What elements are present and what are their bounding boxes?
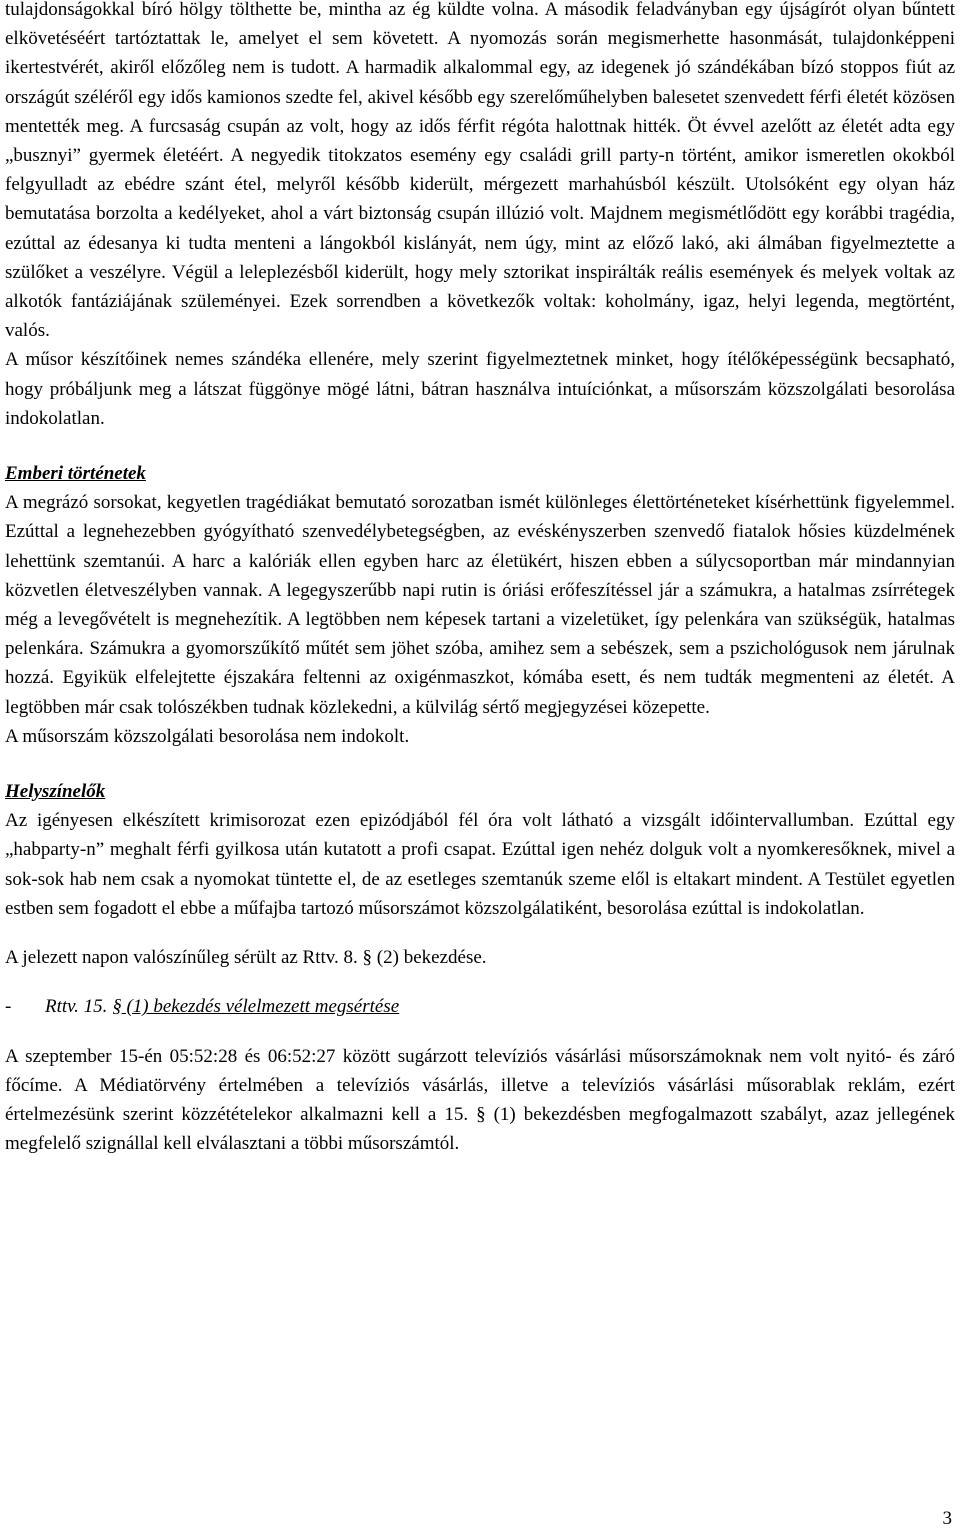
- section-heading-helyszinelok: Helyszínelők: [5, 781, 106, 803]
- paragraph-tv-shopping: A szeptember 15-én 05:52:28 és 06:52:27 között sugárzott televíziós vásárlási műsorszámoknak nem volt nyitó- és záró főcíme. A Médiatörvény értelmében a televíziós vásárlás, illetve a televíziós vásárlási műsorablak reklám, ezért értelmezésünk szerint közzétételekor alkalmazni kell a 15. § (1) bekezdésben megfogalmazott szabályt, azaz jellegének megfelelő szignállal kell elválasztani a többi műsorszámtól.: [5, 1045, 955, 1155]
- bullet-law-reference: Rttv. 15.: [45, 996, 108, 1018]
- bullet-item: [5, 992, 955, 1021]
- paragraph-emberi-verdict: A műsorszám közszolgálati besorolása nem indokolt.: [5, 725, 410, 747]
- paragraph-mystery-verdict: A műsor készítőinek nemes szándéka ellenére, mely szerint figyelmeztetnek minket, hogy ítélőképességünk becsapható, hogy próbáljunk meg a látszat függönye mögé látni, bátran használva intuíciónkat, a műsorszám közszolgálati besorolása indokolatlan.: [5, 349, 955, 429]
- paragraph-emberi-tortenetek: A megrázó sorsokat, kegyetlen tragédiákat bemutató sorozatban ismét különleges élettörténeteket kísérhettünk figyelemmel. Ezúttal a legnehezebben gyógyítható szenvedélybetegségben, az evéskényszerben szenvedő fiatalok hősies küzdelmének lehettünk szemtanúi. A harc a kalóriák ellen egyben harc az életükért, hiszen ebben a súlycsoportban már mindannyian közvetlen életveszélyben vannak. A legegyszerűbb napi rutin is óriási erőfeszítéssel jár a számukra, a hatalmas zsírrétegek még a levegővételt is megnehezítik. A legtöbben nem képesek tartani a vizeletüket, így pelenkára van szükségük, hatalmas pelenkára. Számukra a gyomorszűkítő műtét sem jöhet szóba, amihez sem a sebészek, sem a pszichológusok nem járulnak hozzá. Egyikük elfelejtette éjszakára feltenni az oxigénmaszkot, kómába esett, és nem tudták megmenteni az életét. A legtöbben már csak tolószékben tudnak közlekedni, a külvilág sértő megjegyzései közepette.: [5, 492, 955, 718]
- document-page: [5, 0, 955, 1158]
- paragraph-helyszinelok: Az igényesen elkészített krimisorozat ezen epizódjából fél óra volt látható a vizsgált időintervallumban. Ezúttal egy „habparty-n” meghalt férfi gyilkosa után kutatott a profi csapat. Ezúttal igen nehéz dolguk volt a nyomkeresőknek, mivel a sok-sok hab nem csak a nyomokat tüntette el, de az esetleges szemtanúk szeme elől is eltakart mindent. A Testület egyetlen estben sem fogadott el ebbe a műfajba tartozó műsorszámot közszolgálatiként, besorolása ezúttal is indokolatlan.: [5, 810, 955, 919]
- bullet-dash: -: [5, 996, 12, 1018]
- paragraph-violation-note: A jelezett napon valószínűleg sérült az Rttv. 8. § (2) bekezdése.: [5, 947, 487, 969]
- paragraph-mystery-stories: tulajdonságokkal bíró hölgy tölthette be, mintha az ég küldte volna. A második feladványban egy újságírót olyan bűntett elkövetéséért tartóztattak le, amelyet el sem követett. A nyomozás során megismerhette hasonmását, tulajdonképpeni ikertestvérét, akiről előzőleg nem is tudott. A harmadik alkalommal egy, az idegenek jó szándékában bízó stoppos fiút az országút széléről egy idős kamionos szedte fel, akivel később egy szerelőműhelyben balesetet szenvedett férfi életét közösen mentették meg. A furcsaság csupán az volt, hogy az idős férfit régóta halottnak hitték. Öt évvel azelőtt az életét adta egy „busznyi” gyermek életéért. A negyedik titokzatos esemény egy családi grill party-n történt, amikor ismeretlen okokból felgyulladt az ebédre szánt étel, melyről később kiderült, mérgezett marhahúsból készült. Utolsóként egy olyan ház bemutatása borzolta a kedélyeket, ahol a várt biztonság csupán illúzió volt. Majdnem megismétlődött egy korábbi tragédia, ezúttal az édesanya ki tudta menteni a lángokból kislányát, nem úgy, mint az előző lakó, aki álmában figyelmeztette a szülőket a veszélyre. Végül a leleplezésből kiderült, hogy mely sztorikat inspirálták reális események és melyek voltak az alkotók fantáziájának szüleményei. Ezek sorrendben a következők voltak: koholmány, igaz, helyi legenda, megtörtént, valós.: [5, 0, 955, 342]
- section-heading-emberi-tortenetek: Emberi történetek: [5, 463, 146, 485]
- page-number: 3: [942, 1508, 952, 1529]
- bullet-label: § (1) bekezdés vélelmezett megsértése: [112, 996, 400, 1018]
